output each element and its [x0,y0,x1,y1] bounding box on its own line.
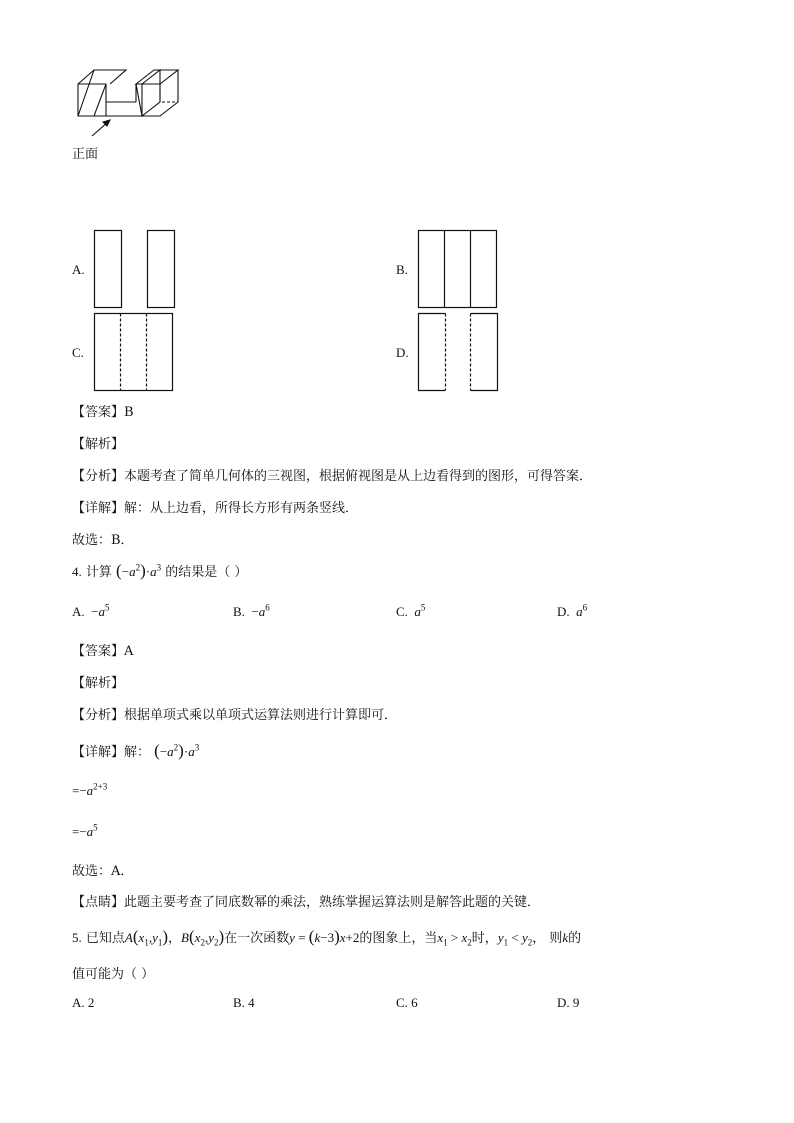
q4-detail: 【详解】解： $(-a^2)\cdot a^3$ [72,741,200,760]
q4-stem [72,561,247,581]
q3-option-c-figure [94,313,174,393]
q4-stem-suffix: 的结果是（ ） [165,565,248,580]
q4-option-c: C. $a^5$ [396,602,426,619]
q4-number: 4. [72,564,82,579]
q3-detail: 【详解】解：从上边看，所得长方形有两条竖线． [72,501,359,516]
q4-step2: $=-a^5$ [72,822,98,839]
q4-stem-prefix: 计算 [85,565,112,580]
q4-expression: $(-a^2)\cdot a^3$ [116,561,162,580]
q3-option-d-figure [418,313,500,393]
q3-option-b-figure [418,230,498,310]
q3-analysis-header: 【解析】 [72,437,125,452]
q4-option-a: A. $-a^5$ [72,602,110,619]
q4-answer: 【答案】A [72,644,134,659]
q3-option-b-letter: B. [396,262,408,277]
q3-option-c-letter: C. [72,345,84,360]
q3-option-a-figure [94,230,176,310]
front-label: 正面 [72,147,99,162]
q3-option-d-letter: D. [396,345,409,360]
q5-option-b: B. 4 [233,995,255,1010]
q4-step1: $=-a^{2+3}$ [72,781,108,798]
q3-conclusion: 故选：B． [72,533,134,548]
solid-figure [70,60,180,140]
q4-option-b: B. $-a^6$ [233,602,270,619]
q4-option-d: D. $a^6$ [557,602,588,619]
q4-comment: 【点睛】此题主要考查了同底数幂的乘法，熟练掌握运算法则是解答此题的关键． [72,895,541,910]
q3-option-a-letter: A. [72,262,85,277]
q5-option-c: C. 6 [396,995,418,1010]
q3-answer: 【答案】B [72,405,134,420]
q5-option-d: D. 9 [557,995,580,1010]
q5-stem-line2: 值可能为（ ） [72,967,155,982]
q3-analysis: 【分析】本题考查了简单几何体的三视图，根据俯视图是从上边看得到的图形，可得答案． [72,469,593,484]
q4-analysis: 【分析】根据单项式乘以单项式运算法则进行计算即可． [72,708,398,723]
q5-option-a: A. 2 [72,995,95,1010]
q4-conclusion: 故选：A． [72,864,134,879]
q5-stem-line1: 5. 已知点$A(x_1,y_1)$，$B(x_2,y_2)$在一次函数y = (k−3)x+2的图象上，当$x_1 > x_2$时，$y_1 < y_2$， 则k的 [72,927,582,948]
q4-analysis-header: 【解析】 [72,676,125,691]
